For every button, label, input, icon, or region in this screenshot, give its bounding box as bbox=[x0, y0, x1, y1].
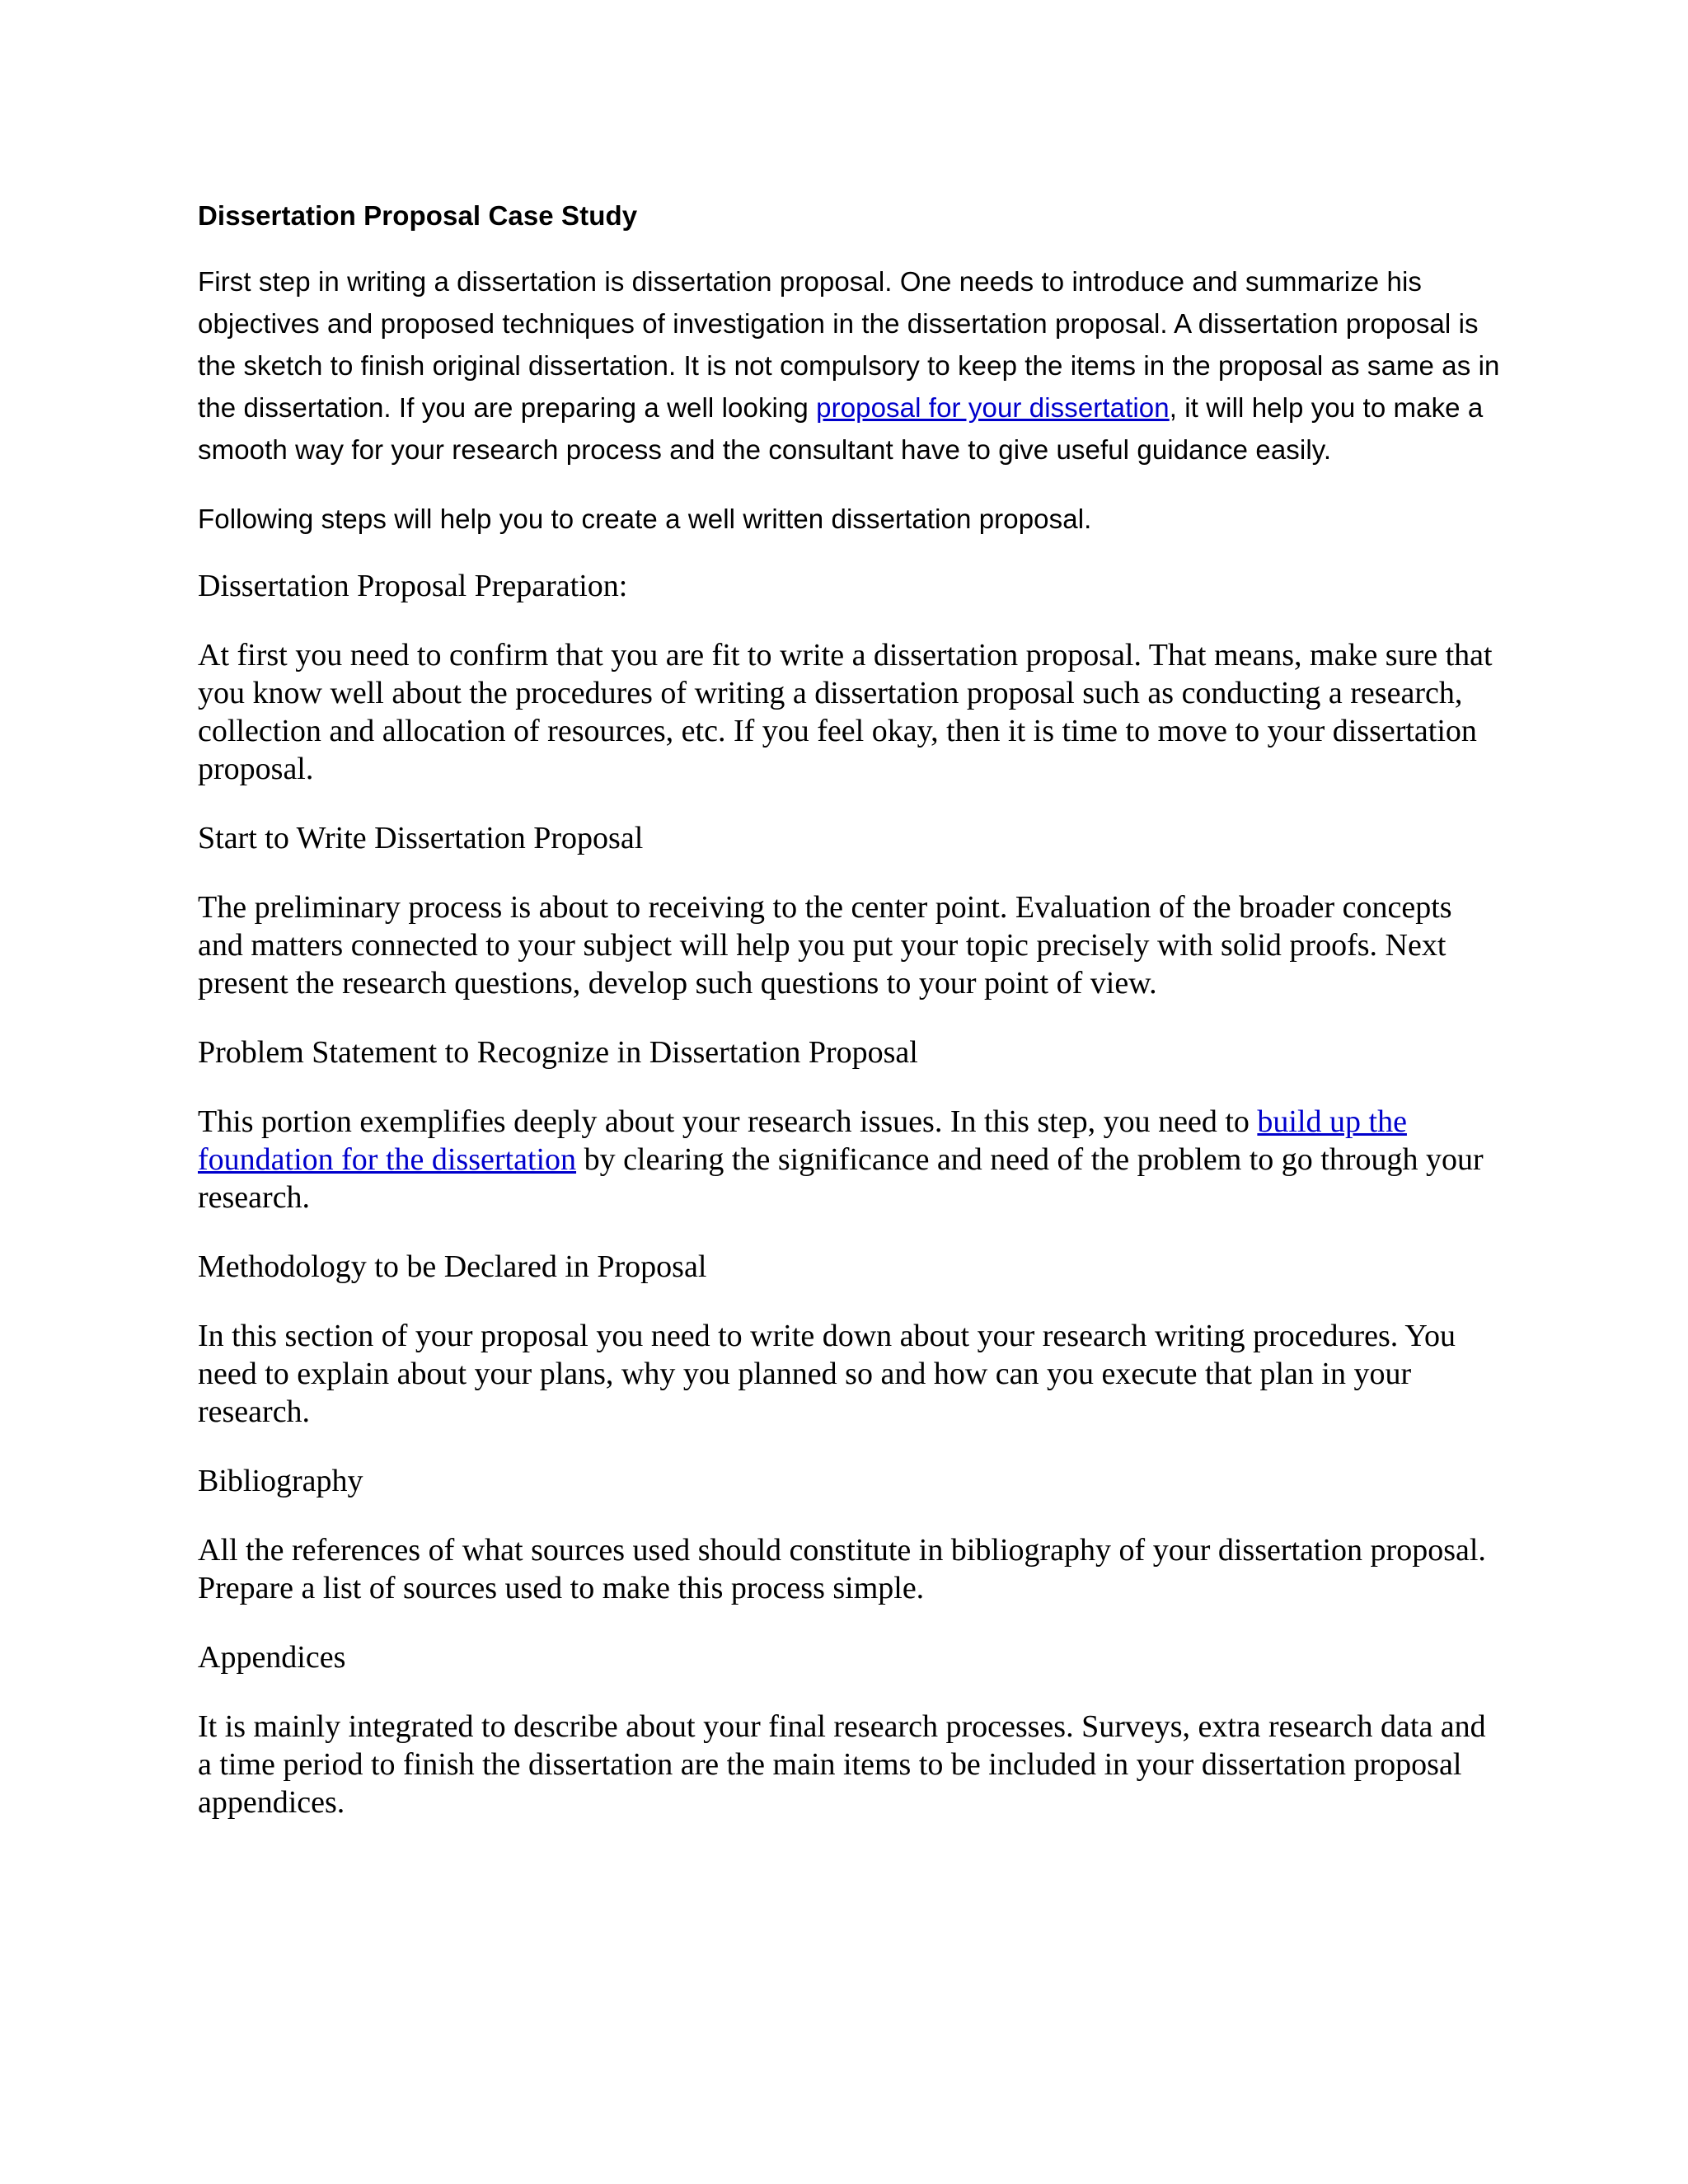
intro-text-after-link: , it will help you to make a smooth way for your research process and the consultant have to give useful guidance easily. bbox=[198, 392, 1484, 465]
section-body-methodology: In this section of your proposal you need to write down about your research writing procedures. You need to explain about your plans, why you planned so and how can you execute that plan in your research. bbox=[198, 1319, 1456, 1429]
intro-text-before-link: First step in writing a dissertation is dissertation proposal. One needs to introduce and summarize his objectives and proposed techniques of investigation in the dissertation proposal. A dissertation proposal is the sketch to finish original dissertation. It is not compulsory to keep the items in the proposal as same as in the dissertation. If you are preparing a well looking bbox=[198, 266, 1500, 423]
document-title: Dissertation Proposal Case Study bbox=[198, 200, 638, 231]
section-body-preparation: At first you need to confirm that you are fit to write a dissertation proposal. That means, make sure that you know well about the procedures of writing a dissertation proposal such as conducting a research, collection and allocation of resources, etc. If you feel okay, then it is time to move to your dissertation proposal. bbox=[198, 638, 1493, 786]
section-heading-bibliography: Bibliography bbox=[198, 1464, 363, 1498]
section-body-appendices: It is mainly integrated to describe about your final research processes. Surveys, extra research data and a time period to finish the dissertation are the main items to be included in your dissertation proposal appendices. bbox=[198, 1709, 1486, 1820]
document-page bbox=[198, 194, 1500, 1853]
section-body-start-to-write: The preliminary process is about to receiving to the center point. Evaluation of the broader concepts and matters connected to your subject will help you put your topic precisely with solid proofs. Next present the research questions, develop such questions to your point of view. bbox=[198, 890, 1452, 1001]
section-body-problem-statement bbox=[198, 1103, 1500, 1216]
section-body-bibliography: All the references of what sources used should constitute in bibliography of your dissertation proposal. Prepare a list of sources used to make this process simple. bbox=[198, 1533, 1486, 1605]
intro-paragraph bbox=[198, 260, 1500, 471]
section-heading-start-to-write: Start to Write Dissertation Proposal bbox=[198, 821, 644, 855]
steps-intro-paragraph: Following steps will help you to create a well written dissertation proposal. bbox=[198, 504, 1092, 534]
section-heading-preparation: Dissertation Proposal Preparation: bbox=[198, 569, 628, 603]
build-up-foundation-link[interactable]: build up the foundation for the dissertation bbox=[198, 1104, 1407, 1177]
problem-statement-text-after-link: by clearing the significance and need of the problem to go through your research. bbox=[198, 1142, 1484, 1215]
proposal-for-your-dissertation-link[interactable]: proposal for your dissertation bbox=[816, 392, 1170, 423]
section-heading-methodology: Methodology to be Declared in Proposal bbox=[198, 1249, 707, 1284]
section-heading-appendices: Appendices bbox=[198, 1640, 346, 1675]
problem-statement-text-before-link: This portion exemplifies deeply about your research issues. In this step, you need to bbox=[198, 1104, 1258, 1139]
section-heading-problem-statement: Problem Statement to Recognize in Dissertation Proposal bbox=[198, 1035, 918, 1070]
